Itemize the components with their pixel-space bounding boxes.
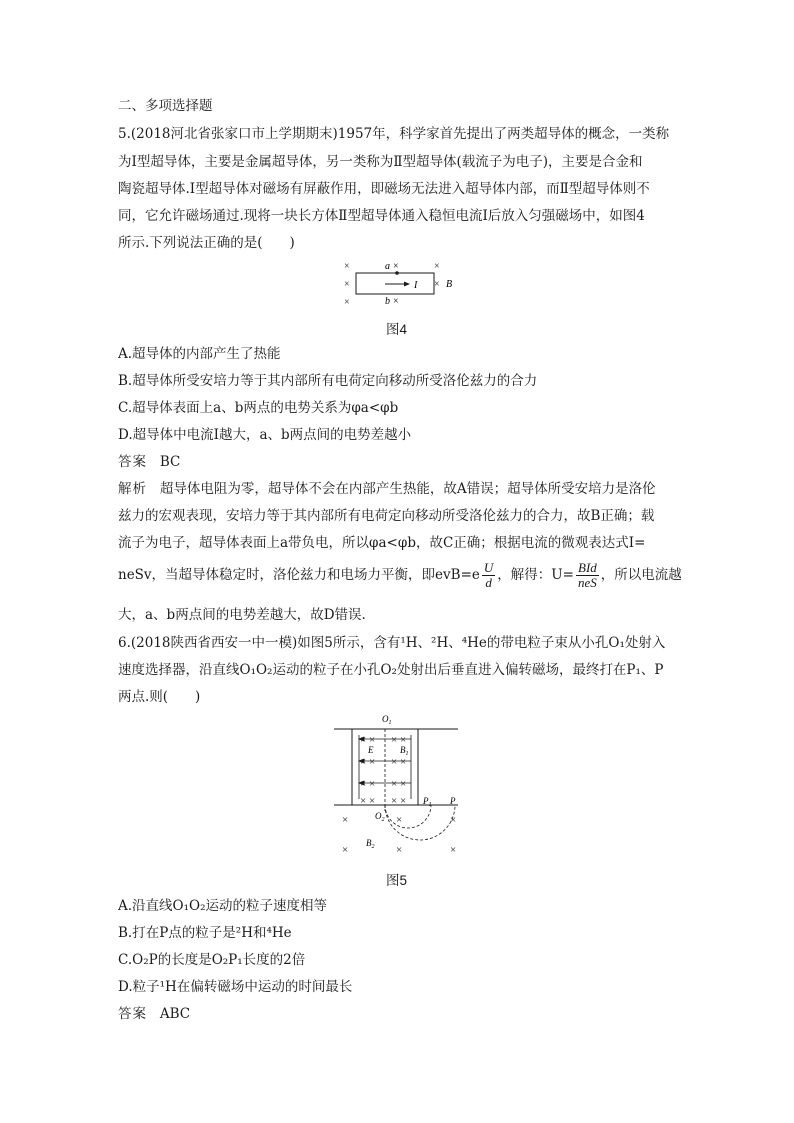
label-O1: $O_1$ <box>382 714 392 726</box>
figure-4-caption: 图4 <box>386 322 408 337</box>
fraction-bid-over-nes <box>576 561 599 590</box>
label-P: P <box>450 796 456 806</box>
analysis-line-5: 大，a、b两点间的电势差越大，故D错误. <box>118 607 366 623</box>
frac2-num: BId <box>578 560 597 575</box>
svg-text:×: × <box>342 814 349 826</box>
label-P1: $P_1$ <box>423 796 432 808</box>
q5-option-c-prefix: C.超导体表面上a、b两点的电势关系为 <box>118 400 352 416</box>
svg-text:× ×: × × <box>360 756 376 768</box>
svg-text:×: × <box>396 844 403 856</box>
frac2-den: neS <box>578 575 597 590</box>
q6-option-b: B.打在P点的粒子是²H和⁴He <box>118 925 292 941</box>
svg-text:× ×: × × <box>391 734 407 746</box>
svg-text:×: × <box>434 261 440 272</box>
q6-answer <box>118 1005 190 1023</box>
answer-value-6: ABC <box>159 1006 191 1022</box>
svg-text:× ×: × × <box>391 756 407 768</box>
frac1-den: d <box>485 575 492 590</box>
q5-option-d: D.超导体中电流I越大，a、b两点间的电势差越小 <box>118 427 412 443</box>
q5-option-a: A.超导体的内部产生了热能 <box>118 346 281 362</box>
figure-5-diagram <box>330 712 465 860</box>
svg-text:×: × <box>393 296 399 307</box>
q6-option-d: D.粒子¹H在偏转磁场中运动的时间最长 <box>118 979 353 995</box>
analysis-text-4a: neSv，当超导体稳定时，洛伦兹力和电场力平衡，即evB=e <box>118 567 480 583</box>
q5-line-3: 陶瓷超导体.Ⅰ型超导体对磁场有屏蔽作用，即磁场无法进入超导体内部，而Ⅱ型超导体则不 <box>118 181 650 197</box>
svg-text:× ×: × × <box>360 734 376 746</box>
answer-label: 答案 <box>118 454 147 470</box>
q6-line-3: 两点.则( ) <box>118 689 201 705</box>
svg-text:×: × <box>344 297 350 308</box>
analysis-text-1: 超导体电阻为零，超导体不会在内部产生热能，故A错误；超导体所受安培力是洛伦 <box>159 481 656 497</box>
frac1-num: U <box>483 560 494 575</box>
q5-option-c <box>118 399 398 417</box>
q6-line-1: 6.(2018陕西省西安一中一模)如图5所示，含有¹H、²H、⁴He的带电粒子束从小孔O₁处射入 <box>118 635 666 651</box>
label-b: b <box>385 296 390 307</box>
label-B1: $B_1$ <box>400 745 409 757</box>
svg-text:× ×: × × <box>391 778 407 790</box>
q5-line-2: 为Ⅰ型超导体，主要是金属超导体，另一类称为Ⅱ型超导体(载流子为电子)，主要是合金和 <box>118 154 643 170</box>
q5-answer <box>118 453 180 471</box>
svg-text:×: × <box>450 844 457 856</box>
analysis-text-4c: ，所以电流越 <box>600 567 682 583</box>
svg-text:×: × <box>344 261 350 272</box>
analysis-label: 解析 <box>118 481 147 497</box>
figure-4-diagram <box>338 258 468 310</box>
analysis-line-2: 兹力的宏观表现，安培力等于其内部所有电荷定向移动所受洛伦兹力的合力，故B正确；载 <box>118 508 655 524</box>
svg-text:×: × <box>344 279 350 290</box>
analysis-line-4 <box>118 561 682 590</box>
q5-line-1: 5.(2018河北省张家口市上学期期末)1957年，科学家首先提出了两类超导体的概念，一类称 <box>118 126 670 142</box>
label-a: a <box>385 261 390 272</box>
analysis-line-3: 流子为电子，超导体表面上a带负电，所以φa<φb，故C正确；根据电流的微观表达式I= <box>118 535 646 551</box>
label-B: B <box>446 279 453 290</box>
answer-label-6: 答案 <box>118 1006 147 1022</box>
answer-value: BC <box>159 454 181 470</box>
section-title: 二、多项选择题 <box>118 98 213 114</box>
fraction-u-over-d <box>482 561 495 590</box>
svg-text:×: × <box>393 261 399 272</box>
svg-text:×: × <box>342 844 349 856</box>
q5-option-c-expr: φa<φb <box>351 400 399 416</box>
trajectory-small <box>385 805 431 828</box>
svg-text:×: × <box>396 814 403 826</box>
label-O2: $O_2$ <box>375 811 385 823</box>
svg-text:× ×: × × <box>391 795 407 807</box>
q6-option-c: C.O₂P的长度是O₂P₁长度的2倍 <box>118 952 306 968</box>
q5-line-4: 同，它允许磁场通过.现将一块长方体Ⅱ型超导体通入稳恒电流I后放入匀强磁场中，如图4 <box>118 208 645 224</box>
label-I: I <box>414 280 418 291</box>
svg-text:×: × <box>450 814 457 826</box>
q5-option-b: B.超导体所受安培力等于其内部所有电荷定向移动所受洛伦兹力的合力 <box>118 373 538 389</box>
q5-line-5: 所示.下列说法正确的是( ) <box>118 235 295 251</box>
label-E: E <box>368 745 374 755</box>
svg-text:× ×: × × <box>360 778 376 790</box>
analysis-line-1 <box>118 480 656 498</box>
figure-5-caption: 图5 <box>386 873 408 888</box>
analysis-text-4b: ，解得：U= <box>497 567 574 583</box>
q6-line-2: 速度选择器，沿直线O₁O₂运动的粒子在小孔O₂处射出后垂直进入偏转磁场，最终打在P₁、P <box>118 662 664 678</box>
svg-text:× ×: × × <box>360 795 376 807</box>
label-B2: $B_2$ <box>366 838 375 850</box>
q6-option-a: A.沿直线O₁O₂运动的粒子速度相等 <box>118 898 327 914</box>
svg-text:×: × <box>434 279 440 290</box>
